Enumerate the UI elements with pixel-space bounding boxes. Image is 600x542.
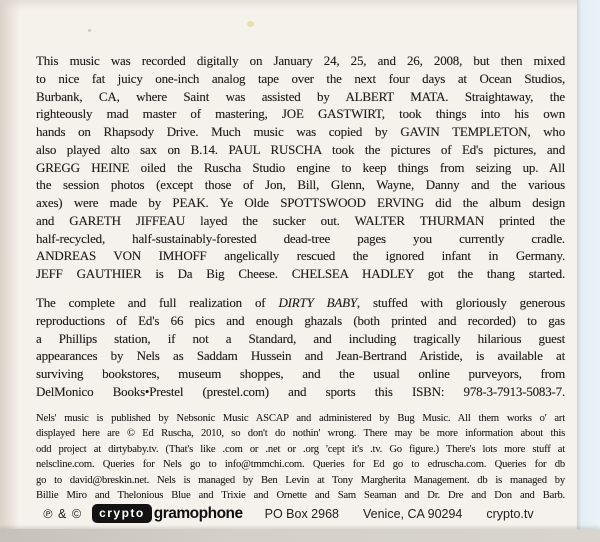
text-line: a Phillips station, if not a Standard, and including tragically hilarious guest	[36, 330, 565, 346]
availability-paragraph	[36, 294, 565, 401]
scan-edge-bottom	[0, 529, 600, 542]
fine-print-paragraph	[36, 411, 565, 503]
text-line: go to david@breskin.net. Nels is managed by Ben Levin at Tony Margherita Management. db is managed by	[36, 474, 565, 486]
text-line: righteously mad master of mastering, JOE GASTWIRT, took things into his own	[36, 106, 565, 122]
scan-speck	[88, 29, 91, 32]
text-line: odd project at dirtybaby.tv. (That's like .com or .net or .org 'cept it's .tv. Go figure.) There's lots more stuff at	[36, 443, 565, 455]
text-line: The complete and full realization of DIRTY BABY, stuffed with gloriously generous	[36, 295, 566, 310]
phonogram-copyright-symbols: ℗ & ©	[43, 506, 83, 521]
website-url: crypto.tv	[486, 506, 534, 521]
text-line: Burbank, CA, where Saint was assisted by ALBERT MATA. Straightaway, the	[36, 88, 565, 104]
scan-edge-right	[577, 0, 600, 542]
text-line: Billie Miro and Thelonious Blue and Trixie and Ornette and Sam Seaman and Dr. Dre and Don and Barb.	[36, 490, 565, 502]
text-line: DelMonico Books•Prestel (prestel.com) and sports this ISBN: 978-3-7913-5083-7.	[36, 383, 565, 399]
text-line: axes) were made by PEAK. Ye Olde SPOTTSWOOD ERVING did the album design	[36, 195, 565, 210]
text-line: GREGG HEINE oiled the Ruscha Studio engine to keep things from seizing up. All	[36, 159, 565, 175]
text-line: This music was recorded digitally on January 24, 25, and 26, 2008, but then mixed	[36, 53, 565, 68]
scan-edge-left	[0, 0, 20, 542]
crypto-badge-logo: crypto	[92, 504, 152, 523]
text-line: also played alto sax on B.14. PAUL RUSCHA took the pictures of Ed's pictures, and	[36, 141, 565, 157]
text-line: Nels' music is published by Nebsonic Music ASCAP and administered by Bug Music. All them works o' art	[36, 413, 565, 424]
gramophone-logotype: gramophone	[153, 504, 243, 522]
text-line: the session photos (except those of Jon, Bill, Glenn, Wayne, Danny and the various	[36, 177, 565, 193]
credits-paragraph	[36, 52, 565, 283]
publisher-footer	[0, 504, 577, 523]
text-line: surviving bookstores, museum shoppes, and the usual online purveyors, from	[36, 366, 565, 381]
scan-speck	[247, 21, 254, 27]
text-line: hands on Rhapsody Drive. Much music was copied by GAVIN TEMPLETON, who	[36, 124, 565, 139]
scan-edge-top	[0, 0, 600, 10]
po-box-address: PO Box 2968	[264, 506, 339, 521]
text-line: ANDREAS VON IMHOFF angelically rescued the ignored infant in Germany.	[36, 248, 565, 264]
text-line: and GARETH JIFFEAU layed the sucker out. WALTER THURMAN printed the	[36, 212, 565, 228]
text-line: half-recycled, half-sustainably-forested dead-tree pages you currently cradle.	[36, 230, 565, 246]
text-line: appearances by Nels as Saddam Hussein and Jean-Bertrand Aristide, is available at	[36, 348, 565, 364]
text-line: JEFF GAUTHIER is Da Big Cheese. CHELSEA HADLEY got the thang started.	[36, 266, 565, 281]
text-line: displayed here are © Ed Ruscha, 2010, so don't do nothin' wrong. There may be more information about this	[36, 428, 565, 440]
text-line: reproductions of Ed's 66 pics and enough ghazals (both printed and recorded) to gas	[36, 312, 565, 328]
text-line: nelscline.com. Queries for Nels go to info@tmmchi.com. Queries for Ed go to edruscha.com. Queries for db	[36, 459, 565, 471]
text-line: to nice fat juicy one-inch analog tape over the next four days at Ocean Studios,	[36, 70, 565, 86]
city-address: Venice, CA 90294	[363, 506, 463, 521]
